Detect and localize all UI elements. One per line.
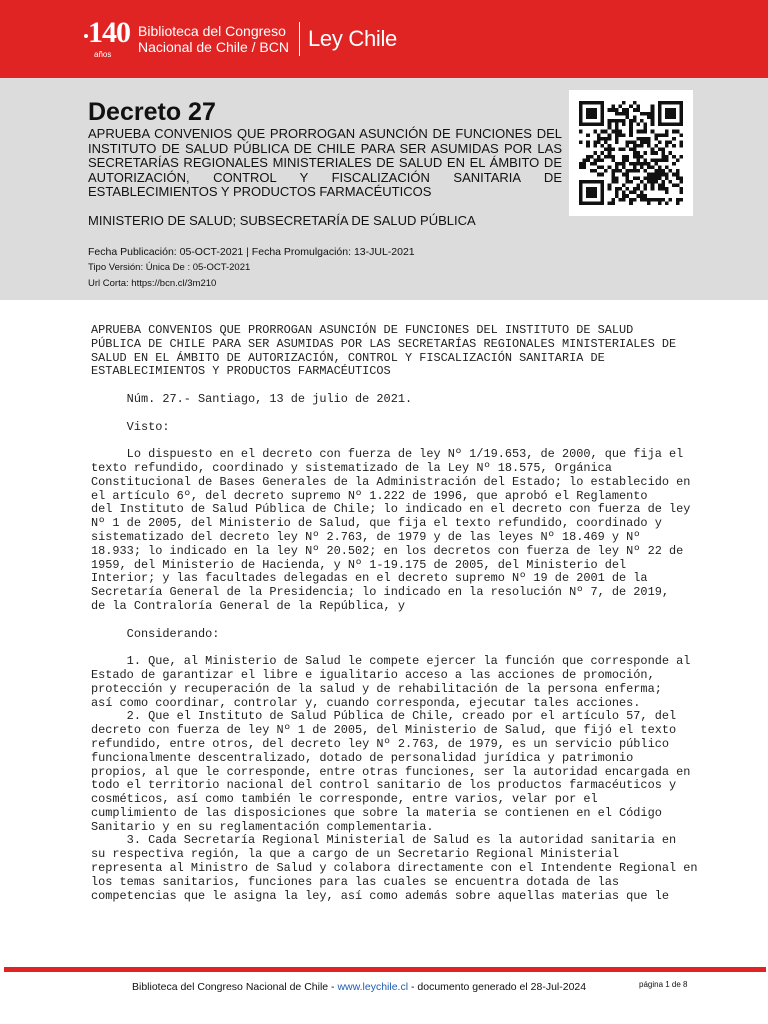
ley-chile-logo: Ley Chile <box>307 26 397 51</box>
anniversary-number: 140 <box>88 16 130 49</box>
logo-divider <box>299 22 300 56</box>
publication-dates: Fecha Publicación: 05-OCT-2021 | Fecha Promulgación: 13-JUL-2021 <box>88 246 415 258</box>
leychile-link[interactable]: www.leychile.cl <box>337 981 409 993</box>
bcn-name <box>138 23 289 55</box>
document-subtitle: APRUEBA CONVENIOS QUE PRORROGAN ASUNCIÓN DE FUNCIONES DEL INSTITUTO DE SALUD PÚBLICA DE CHILE PARA SER ASUMIDAS POR LAS SECRETARÍAS REGIONALES MINISTERIALES DE SALUD EN EL ÁMBITO DE AUTORIZACIÓN, CONTROL Y FISCALIZACIÓN SANITARIA DE ESTABLECIMIENTOS Y PRODUCTOS FARMACÉUTICOS <box>88 126 562 200</box>
decree-body-text: APRUEBA CONVENIOS QUE PRORROGAN ASUNCIÓN DE FUNCIONES DEL INSTITUTO DE SALUD PÚBLICA DE CHILE PARA SER ASUMIDAS POR LAS SECRETARÍAS REGIONALES MINISTERIALES DE SALUD EN EL ÁMBITO DE AUTORIZACIÓN, CONTROL Y FISCALIZACIÓN SANITARIA DE ESTABLECIMIENTOS Y PRODUCTOS FARMACÉUTICOS Núm. 27.- Santiago, 13 de julio de 2021. Visto: Lo dispuesto en el decreto con fuerza de ley Nº 1/19.653, de 2000, que fija el texto refundido, coordinado y sistematizado de la Ley Nº 18.575, Orgánica Constitucional de Bases Generales de la Administración del Estado; lo establecido en el artículo 6º, del decreto supremo Nº 1.222 de 1996, que aprobó el Reglamento del Instituto de Salud Pública de Chile; lo indicado en el decreto con fuerza de ley Nº 1 de 2005, del Ministerio de Salud, que fija el texto refundido, coordinado y sistematizado del decreto ley Nº 2.763, de 1979 y de las leyes Nº 18.469 y Nº 18.933; lo indicado en la ley Nº 20.502; en los decretos con fuerza de ley Nº 22 de 1959, del Ministerio de Hacienda, y Nº 1-19.175 de 2005, del Ministerio del Interior; y las facultades delegadas en el decreto supremo Nº 19 de 2001 de la Secretaría General de la Presidencia; lo indicado en la resolución Nº 7, de 2019, de la Contraloría General de la República, y Considerando: 1. Que, al Ministerio de Salud le compete ejercer la función que corresponde al Estado de garantizar el libre e igualitario acceso a las acciones de promoción, protección y recuperación de la salud y de rehabilitación de la persona enferma; así como coordinar, controlar y, cuando corresponda, ejecutar tales acciones. 2. Que el Instituto de Salud Pública de Chile, creado por el artículo 57, del decreto con fuerza de ley Nº 1 de 2005, del Ministerio de Salud, que fijó el texto refundido, entre otros, del decreto ley Nº 2.763, de 1979, es un servicio público funcionalmente descentralizado, dotado de personalidad jurídica y patrimonio propios, al que le corresponde, entre otras funciones, ser la autoridad encargada en todo el territorio nacional del control sanitario de los productos farmacéuticos y cosméticos, así como también le corresponde, entre varios, velar por el cumplimiento de las disposiciones que sobre la materia se contienen en el Código Sanitario y en su reglamentación complementaria. 3. Cada Secretaría Regional Ministerial de Salud es la autoridad sanitaria en su respectiva región, la que a cargo de un Secretario Regional Ministerial representa al Ministro de Salud y colabora directamente con el Intendente Regional en los temas sanitarios, funciones para las cuales se encuentra dotada de las competencias que le asigna la ley, así como además sobre aquellas materias que le <box>91 323 698 903</box>
version-type: Tipo Versión: Única De : 05-OCT-2021 <box>88 262 251 273</box>
bcn-name-line1: Biblioteca del Congreso <box>138 23 286 39</box>
footer-divider <box>4 967 766 972</box>
short-url[interactable]: Url Corta: https://bcn.cl/3m210 <box>88 278 217 289</box>
document-metadata <box>88 244 415 292</box>
qr-code-icon <box>579 100 683 206</box>
anniversary-badge <box>88 14 132 64</box>
page-number: página 1 de 8 <box>639 980 688 989</box>
footer-credit <box>132 980 586 994</box>
top-banner <box>0 0 768 78</box>
bcn-logo[interactable] <box>88 14 397 64</box>
document-title: Decreto 27 <box>88 98 216 126</box>
footer-prefix: Biblioteca del Congreso Nacional de Chile - <box>132 981 338 993</box>
bcn-name-line2: Nacional de Chile / BCN <box>138 39 289 55</box>
ministry-name: MINISTERIO DE SALUD; SUBSECRETARÍA DE SALUD PÚBLICA <box>88 213 476 228</box>
page-footer <box>0 978 768 998</box>
anniversary-years-label: años <box>94 50 112 59</box>
footer-generated-date: - documento generado el 28-Jul-2024 <box>408 981 587 993</box>
qr-code <box>569 90 693 216</box>
